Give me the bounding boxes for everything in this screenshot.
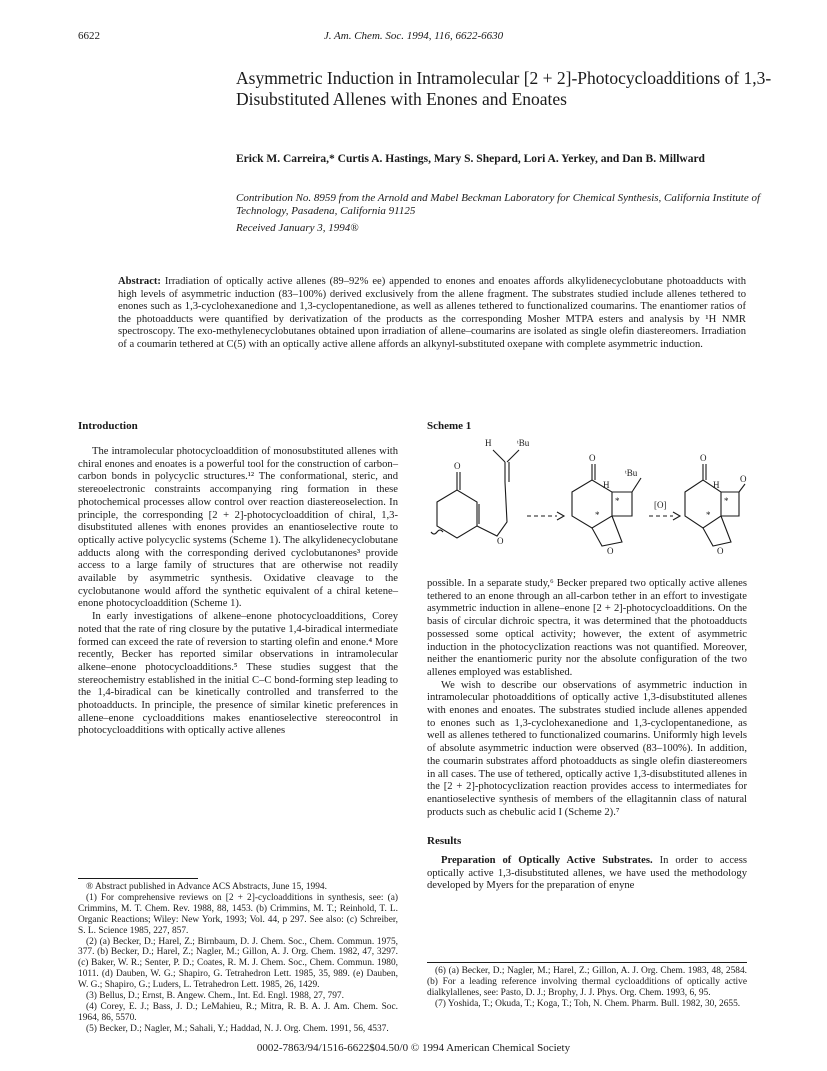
- received-date: Received January 3, 1994®: [236, 222, 359, 234]
- stereocenter-star: *: [706, 510, 711, 520]
- scheme-label-tbu: ᵗBu: [517, 438, 530, 448]
- scheme-1-diagram: [427, 432, 747, 572]
- arrow-head: [673, 512, 680, 520]
- scheme-label-h: H: [485, 438, 492, 448]
- copyright-footer: 0002-7863/94/1516-6622$04.50/0 © 1994 American Chemical Society: [256, 1042, 571, 1054]
- allene-tbu-bond: [507, 450, 519, 462]
- scheme-label-o: O: [607, 546, 614, 556]
- footnote-item: (3) Bellus, D.; Ernst, B. Angew. Chem., Int. Ed. Engl. 1988, 27, 797.: [86, 991, 344, 1002]
- scheme-label: Scheme 1: [427, 420, 472, 432]
- abstract-label: Abstract:: [118, 276, 161, 287]
- scheme-label-o: O: [740, 474, 747, 484]
- enone-ring: [437, 490, 477, 538]
- results-subheading: Preparation of Optically Active Substrates.: [441, 855, 653, 866]
- scheme-label-o: O: [700, 453, 707, 463]
- author-list: Erick M. Carreira,* Curtis A. Hastings, Mary S. Shepard, Lori A. Yerkey, and Dan B. Millward: [236, 153, 705, 165]
- oxolane: [703, 516, 731, 546]
- introduction-heading: Introduction: [78, 420, 138, 432]
- footnote-divider: [78, 878, 198, 879]
- exocyclic-alkene: [632, 478, 641, 492]
- stereocenter-star: *: [595, 510, 600, 520]
- footnote-item: ® Abstract published in Advance ACS Abstracts, June 15, 1994.: [86, 882, 327, 892]
- scheme-label-o: O: [589, 453, 596, 463]
- scheme-label-h: H: [713, 480, 720, 490]
- journal-citation: J. Am. Chem. Soc. 1994, 116, 6622-6630: [323, 30, 504, 42]
- abstract: [118, 276, 746, 352]
- footnote-item: (7) Yoshida, T.; Okuda, T.; Koga, T.; Toh, N. Chem. Pharm. Bull. 1982, 30, 2655.: [435, 998, 741, 1009]
- oxidation-label: [O]: [654, 500, 667, 510]
- results-paragraph: [427, 855, 747, 893]
- stereocenter-star: *: [615, 496, 620, 506]
- stereocenter-star: *: [724, 496, 729, 506]
- footnote-divider: [427, 962, 747, 963]
- footnote-item: (4) Corey, E. J.; Bass, J. D.; LeMahieu, R.; Mitra, R. B. A. J. Am. Chem. Soc. 1964, 86, 5570.: [78, 1001, 398, 1023]
- scheme-label-o: O: [717, 546, 724, 556]
- right-footnotes: [427, 966, 747, 1010]
- right-paragraph-1: possible. In a separate study,⁶ Becker prepared two optically active allenes tethered to an enone through an all-carbon tether in an effort to investigate asymmetric induction in allene–enone [2 + 2]-photocycloadditions. On the basis of circular dichroic spectra, it was determined that the photoadducts possessed some optical activity; however, the extent of asymmetric induction in the photocyclization reactions was not quantified. Moreover, neither the enantiomeric purity nor the absolute configuration of the two allenes employed was established.: [427, 578, 747, 678]
- left-footnotes: [78, 882, 398, 1035]
- wavy-bond: [431, 530, 443, 534]
- tether: [477, 462, 507, 536]
- cyclobutanone-carbonyl: [739, 484, 745, 492]
- intro-paragraph-1: The intramolecular photocycloaddition of monosubstituted allenes with chiral enones and enoates is a powerful tool for the construction of carbon–carbon bonds in polycyclic structures.¹² The conformational, steric, and stereoelectronic constraints accompanying ring formation in these photochemical processes allow control over reaction diastereoselection. In principle, the corresponding [2 + 2]-photocycloaddition of chiral, 1,3-disubstituted allenes with enones provides an enantioselective route to optically active polycyclic systems (Scheme 1). The alkylidenecyclobutane adducts along with the corresponding derived cyclobutanones³ provide access to a large family of structures that are otherwise not readily available by asymmetric synthesis. Oxidative cleavage to the cyclobutanone would afford the synthetic equivalent of a chiral ketene–enone photocycloaddition (Scheme 1).: [78, 446, 398, 610]
- right-column-body: [427, 578, 747, 819]
- arrow-head: [557, 512, 564, 520]
- scheme-label-h: H: [603, 480, 610, 490]
- tetrahydrofuran: [592, 516, 622, 546]
- scheme-label-o: O: [454, 461, 461, 471]
- results-body: [427, 855, 747, 893]
- results-text: In order to access optically active 1,3-disubstituted allenes, we have used the methodology developed by Myers for the preparation of enyne: [427, 855, 747, 892]
- footnote-item: (5) Becker, D.; Nagler, M.; Sahali, Y.; Haddad, N. J. Org. Chem. 1991, 56, 4537.: [86, 1023, 389, 1034]
- scheme-label-o: O: [497, 536, 504, 546]
- page-number: 6622: [78, 30, 100, 42]
- article-title: Asymmetric Induction in Intramolecular [2 + 2]-Photocycloadditions of 1,3-Disubstituted Allenes with Enones and Enoates: [236, 68, 772, 109]
- left-column-body: [78, 446, 398, 738]
- intro-paragraph-2: In early investigations of alkene–enone photocycloadditions, Corey noted that the rate of ring closure by the putative 1,4-biradical intermediate formed can exceed the rate of reversion to starting olefin and enone.⁴ More recently, Becker has reported similar observations in intramolecular alkene–enone photocycloadditions.⁵ These studies suggest that the stereochemistry established in the initial C–C bond-forming step leading to the 1,4-biradical can be kinetically controlled and transferred to the photoadducts. In principle, the presence of similar kinetic preferences in allene–enone cycloadditions makes enantioselective stereocontrol in photocycloadditions with optically active allenes: [78, 611, 398, 737]
- scheme-label-tbu: ᵗBu: [625, 468, 638, 478]
- abstract-text: Irradiation of optically active allenes (89–92% ee) appended to enones and enoates affords alkylidenecyclobutane photoadducts with high levels of asymmetric induction (83–100%) derived exclusively from the allene fragment. The substrates studied include allenes tethered to enones such as 1,3-cyclohexanedione and 1,3-cyclopentanedione, as well as allenes tethered to functionalized coumarins. The enantiomer ratios of the photoadducts were quantified by derivatization of the products as the corresponding Mosher MTPA esters and analysis by ¹H NMR spectroscopy. The exo-methylenecyclobutanes obtained upon irradiation of allene–coumarins are isolated as single olefin diastereomers. Irradiation of a coumarin tethered at C(5) with an optically active allene affords an alkynyl-substituted oxepane with complete asymmetric induction.: [118, 276, 746, 350]
- footnote-item: (2) (a) Becker, D.; Harel, Z.; Birnbaum, D. J. Chem. Soc., Chem. Commun. 1975, 377. (b) Becker, D.; Harel, Z.; Nagler, M.; Gillon, A. J. Org. Chem. 1982, 47, 3297. (c) Baker, W. R.; Senter, P. D.; Coates, R. M. J. Chem. Soc., Chem. Commun. 1980, 1011. (d) Dauben, W. G.; Shapiro, G. Tetrahedron Lett. 1985, 35, 989. (e) Dauben, W. G.; Shapiro, G.; Luders, L. Tetrahedron Lett. 1985, 26, 1429.: [78, 936, 398, 991]
- footnote-item: (6) (a) Becker, D.; Nagler, M.; Harel, Z.; Gillon, A. J. Org. Chem. 1983, 48, 2584. (b) For a leading reference involving thermal cycloadditions of optically active dialkylallenes, see: Pasto, D. J.; Brophy, J. J. Phys. Org. Chem. 1993, 6, 95.: [427, 966, 747, 998]
- footnote-item: (1) For comprehensive reviews on [2 + 2]-cycloadditions in synthesis, see: (a) Crimmins, M. T. Chem. Rev. 1988, 88, 1453. (b) Crimmins, M. T.; Reinhold, T. L. Organic Reactions; Wiley: New York, 1993; Vol. 44, p 297. See also: (c) Schreiber, S. L. Science 1985, 227, 857.: [78, 892, 398, 936]
- right-paragraph-2: We wish to describe our observations of asymmetric induction in intramolecular photoadditions of optically active 1,3-disubstituted allenes with enones and enoates. The substrates studied include allenes appended to enones such as 1,3-cyclohexanedione and 1,3-cyclopentanedione, as well as allenes tethered to functionalized coumarins. Uniformly high levels of absolute asymmetric induction were observed (83–100%). In addition, the coumarin substrates afford photoadducts as single olefin diastereomers in all cases. The use of tethered, optically active 1,3-disubstituted allenes in the [2 + 2]-photocyclization reaction provides access to intermediates for enantioselective synthesis of members of the ellagitannin class of natural products such as chebulic acid I (Scheme 2).⁷: [427, 679, 747, 818]
- contribution-note: Contribution No. 8959 from the Arnold and Mabel Beckman Laboratory for Chemical Synthesis, California Institute of Technology, Pasadena, California 91125: [236, 192, 761, 217]
- allene-h-bond: [493, 450, 505, 462]
- results-heading: Results: [427, 835, 462, 847]
